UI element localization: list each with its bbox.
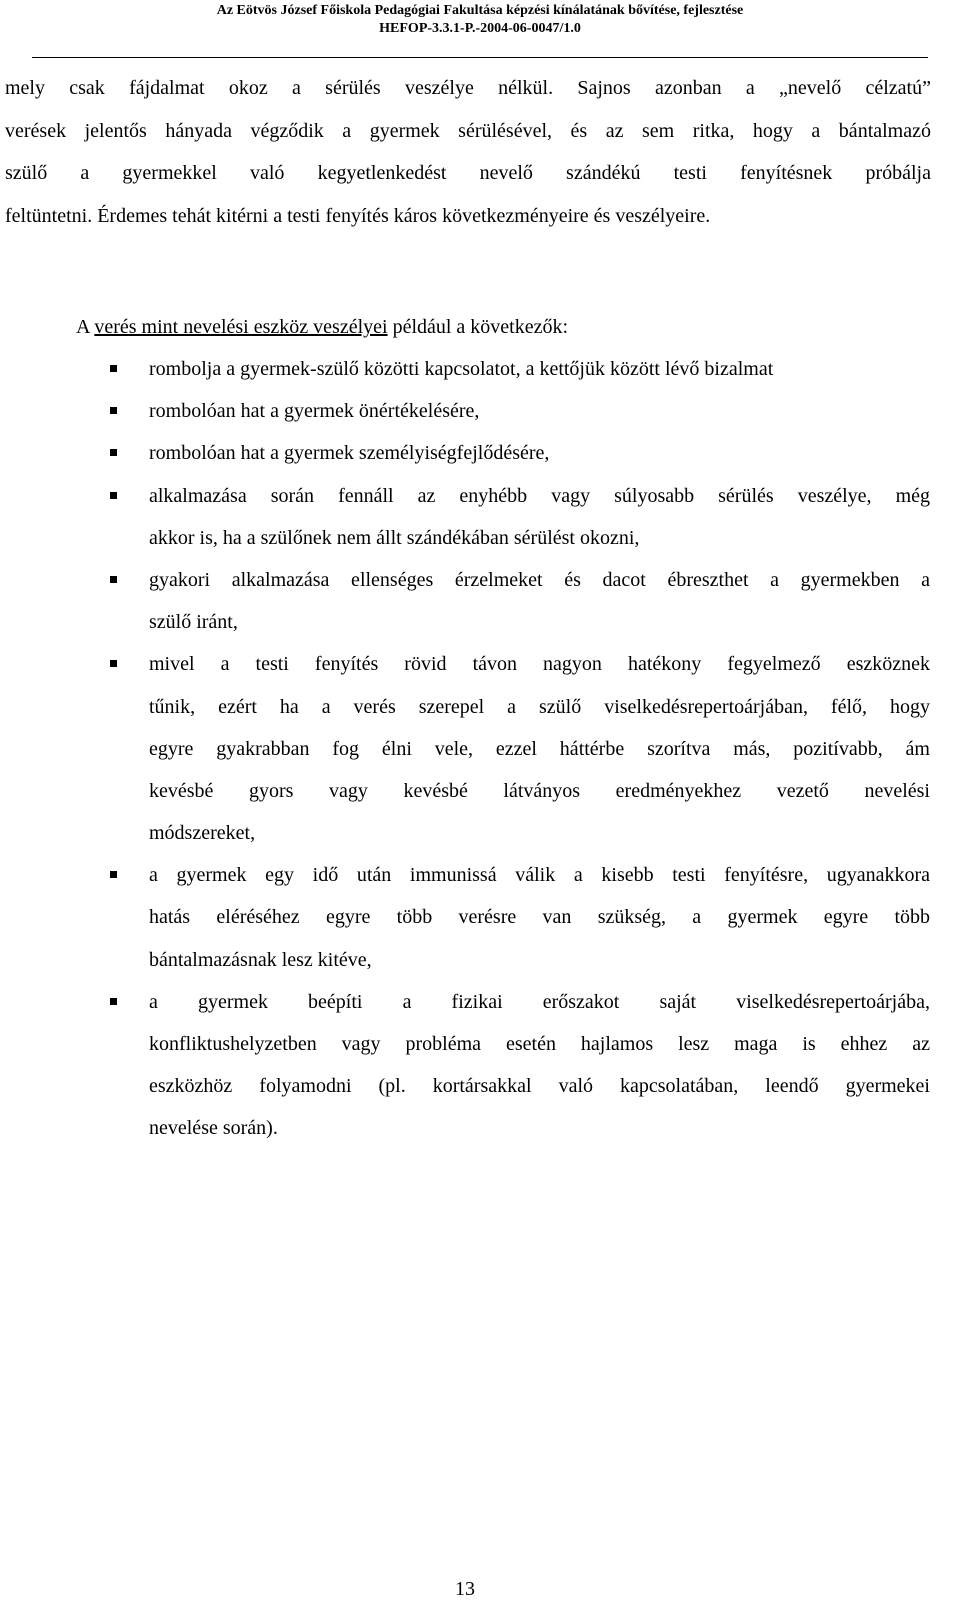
bullet-text bbox=[149, 981, 930, 1150]
square-bullet-icon bbox=[110, 576, 117, 583]
bullet-line: eszközhöz folyamodni (pl. kortársakkal való kapcsolatában, leendő gyermekei bbox=[149, 1075, 930, 1098]
bullet-text bbox=[149, 348, 930, 390]
list-item bbox=[0, 475, 960, 559]
bullet-line: akkor is, ha a szülőnek nem állt szándékában sérülést okozni, bbox=[149, 526, 640, 549]
intro-line: mely csak fájdalmat okoz a sérülés veszélye nélkül. Sajnos azonban a „nevelő célzatú” bbox=[5, 77, 931, 99]
page-header bbox=[0, 0, 960, 38]
list-lead-sentence bbox=[76, 306, 936, 348]
bullet-line: mivel a testi fenyítés rövid távon nagyon hatékony fegyelmező eszköznek bbox=[149, 653, 930, 676]
bullet-text bbox=[149, 643, 930, 854]
square-bullet-icon bbox=[110, 365, 117, 372]
header-institution: Az Eötvös József Főiskola Pedagógiai Fakultása képzési kínálatának bővítése, fejlesztése bbox=[216, 3, 744, 18]
square-bullet-icon bbox=[110, 407, 117, 414]
bullet-line: egyre gyakrabban fog élni vele, ezzel háttérbe szorítva más, pozitívabb, ám bbox=[149, 737, 930, 760]
bullet-line: kevésbé gyors vagy kevésbé látványos eredményekhez vezető nevelési bbox=[149, 779, 930, 802]
intro-paragraph bbox=[5, 67, 931, 237]
list-item bbox=[0, 643, 960, 854]
bullet-text bbox=[149, 432, 930, 474]
list-item bbox=[0, 390, 960, 432]
bullet-line: gyakori alkalmazása ellenséges érzelmeket és dacot ébreszthet a gyermekben a bbox=[149, 568, 930, 591]
square-bullet-icon bbox=[110, 449, 117, 456]
bullet-line: nevelése során). bbox=[149, 1117, 278, 1140]
bullet-line: a gyermek egy idő után immunissá válik a kisebb testi fenyítésre, ugyanakkora bbox=[149, 864, 930, 887]
intro-line: verések jelentős hányada végződik a gyermek sérülésével, és az sem ritka, hogy a bántalmazó bbox=[5, 119, 931, 142]
lead-suffix: például a következők: bbox=[387, 316, 569, 338]
bullet-line: hatás eléréséhez egyre több verésre van szükség, a gyermek egyre több bbox=[149, 906, 930, 929]
bullet-line: szülő iránt, bbox=[149, 611, 238, 634]
square-bullet-icon bbox=[110, 492, 117, 499]
bullet-line: a gyermek beépíti a fizikai erőszakot saját viselkedésrepertoárjába, bbox=[149, 990, 930, 1013]
lead-underlined-term: verés mint nevelési eszköz veszélyei bbox=[94, 316, 388, 338]
square-bullet-icon bbox=[110, 871, 117, 878]
list-item bbox=[0, 348, 960, 390]
intro-line: feltüntetni. Érdemes tehát kitérni a testi fenyítés káros következményeire és veszélyeire. bbox=[5, 204, 711, 227]
header-project-code: HEFOP-3.3.1-P.-2004-06-0047/1.0 bbox=[379, 21, 581, 36]
bullet-line: rombolja a gyermek-szülő közötti kapcsolatot, a kettőjük között lévő bizalmat bbox=[149, 358, 774, 380]
bullet-text bbox=[149, 390, 930, 432]
header-divider bbox=[32, 57, 928, 58]
intro-line: szülő a gyermekkel való kegyetlenkedést nevelő szándékú testi fenyítésnek próbálja bbox=[5, 162, 931, 184]
list-item bbox=[0, 981, 960, 1150]
dangers-bullet-list bbox=[0, 348, 960, 1150]
list-item bbox=[0, 559, 960, 643]
lead-prefix: A bbox=[76, 316, 95, 338]
square-bullet-icon bbox=[110, 998, 117, 1005]
bullet-line: rombolóan hat a gyermek személyiségfejlődésére, bbox=[149, 442, 550, 465]
square-bullet-icon bbox=[110, 660, 117, 667]
bullet-line: tűnik, ezért ha a verés szerepel a szülő viselkedésrepertoárjában, félő, hogy bbox=[149, 695, 930, 718]
bullet-line: alkalmazása során fennáll az enyhébb vagy súlyosabb sérülés veszélye, még bbox=[149, 484, 930, 507]
list-item bbox=[0, 432, 960, 474]
bullet-text bbox=[149, 475, 930, 559]
page-number: 13 bbox=[455, 1578, 475, 1600]
bullet-line: konfliktushelyzetben vagy probléma esetén hajlamos lesz maga is ehhez az bbox=[149, 1033, 930, 1055]
list-item bbox=[0, 854, 960, 981]
bullet-line: rombolóan hat a gyermek önértékelésére, bbox=[149, 400, 480, 423]
bullet-line: bántalmazásnak lesz kitéve, bbox=[149, 948, 372, 971]
bullet-text bbox=[149, 559, 930, 643]
bullet-line: módszereket, bbox=[149, 822, 256, 845]
bullet-text bbox=[149, 854, 930, 981]
